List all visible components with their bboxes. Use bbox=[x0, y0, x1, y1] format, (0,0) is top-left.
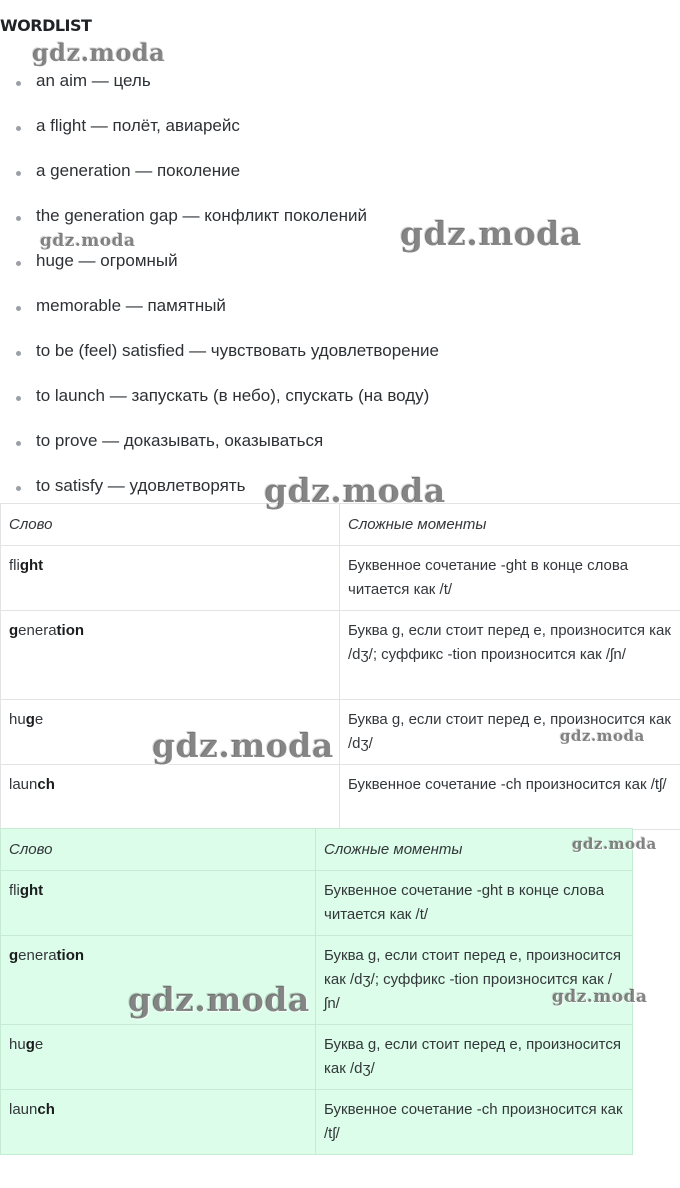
table-row bbox=[1, 1090, 633, 1155]
pronunciation-table bbox=[0, 503, 680, 830]
word-cell bbox=[1, 611, 340, 700]
list-item bbox=[0, 372, 680, 417]
note-cell: Буквенное сочетание -ch произносится как /tʃ/ bbox=[340, 765, 680, 830]
bullet-icon bbox=[16, 171, 21, 176]
list-item-text: an aim — цель bbox=[36, 71, 151, 90]
word-cell bbox=[1, 546, 340, 611]
word-part: e bbox=[34, 1036, 44, 1053]
word-highlight: g bbox=[25, 711, 35, 728]
note-cell: Буквенное сочетание -ch произносится как /tʃ/ bbox=[316, 1090, 633, 1155]
word-highlight: ght bbox=[19, 882, 44, 899]
word-highlight: ch bbox=[37, 1101, 55, 1118]
table-row bbox=[1, 871, 633, 936]
list-item bbox=[0, 327, 680, 372]
watermark: gdz.moda bbox=[400, 214, 582, 253]
bullet-icon bbox=[16, 486, 21, 491]
bullet-icon bbox=[16, 306, 21, 311]
word-part: hu bbox=[9, 711, 26, 728]
word-highlight: ch bbox=[37, 776, 55, 793]
bullet-icon bbox=[16, 396, 21, 401]
bullet-icon bbox=[16, 126, 21, 131]
list-item bbox=[0, 417, 680, 462]
table-row bbox=[1, 1025, 633, 1090]
table-row bbox=[1, 611, 680, 700]
note-cell: Буква g, если стоит перед e, произносится как /dʒ/ bbox=[316, 1025, 633, 1090]
list-item bbox=[0, 462, 680, 507]
list-item bbox=[0, 237, 680, 282]
note-cell: Буква g, если стоит перед e, произносится как /dʒ/; суффикс -tion произносится как /ʃn/ bbox=[316, 936, 633, 1025]
watermark: gdz.moda bbox=[264, 471, 446, 510]
list-item bbox=[0, 102, 680, 147]
pronunciation-table-highlighted bbox=[0, 828, 633, 1155]
word-cell bbox=[1, 700, 340, 765]
word-highlight: g bbox=[9, 622, 19, 639]
word-cell bbox=[1, 1025, 316, 1090]
word-highlight: g bbox=[25, 1036, 35, 1053]
watermark: gdz.moda bbox=[552, 987, 648, 1007]
list-item-text: huge — огромный bbox=[36, 251, 178, 270]
list-item bbox=[0, 57, 680, 102]
word-cell bbox=[1, 765, 340, 830]
word-highlight: g bbox=[9, 947, 19, 964]
watermark: gdz.moda bbox=[152, 726, 334, 765]
table-row bbox=[1, 765, 680, 830]
bullet-icon bbox=[16, 441, 21, 446]
wordlist-heading: WORDLIST bbox=[0, 16, 92, 35]
header-cell-notes: Сложные моменты bbox=[316, 829, 633, 871]
list-item bbox=[0, 192, 680, 237]
word-part: fli bbox=[9, 557, 20, 574]
list-item-text: a flight — полёт, авиарейс bbox=[36, 116, 240, 135]
word-highlight: tion bbox=[56, 947, 85, 964]
list-item-text: to be (feel) satisfied — чувствовать удовлетворение bbox=[36, 341, 439, 360]
list-item bbox=[0, 282, 680, 327]
watermark: gdz.moda bbox=[32, 38, 166, 67]
header-cell-word: Слово bbox=[1, 504, 340, 546]
watermark: gdz.moda bbox=[560, 727, 645, 745]
header-cell-word: Слово bbox=[1, 829, 316, 871]
watermark: gdz.moda bbox=[40, 231, 136, 251]
word-highlight: tion bbox=[56, 622, 85, 639]
bullet-icon bbox=[16, 351, 21, 356]
note-cell: Буквенное сочетание -ght в конце слова читается как /t/ bbox=[316, 871, 633, 936]
note-cell: Буквенное сочетание -ght в конце слова читается как /t/ bbox=[340, 546, 680, 611]
table-row bbox=[1, 546, 680, 611]
table-header-row bbox=[1, 829, 633, 871]
list-item-text: to satisfy — удовлетворять bbox=[36, 476, 246, 495]
word-part: fli bbox=[9, 882, 20, 899]
watermark: gdz.moda bbox=[128, 980, 310, 1019]
word-part: hu bbox=[9, 1036, 26, 1053]
word-part: enera bbox=[18, 622, 57, 639]
table-header-row bbox=[1, 504, 680, 546]
list-item-text: memorable — памятный bbox=[36, 296, 226, 315]
word-part: enera bbox=[18, 947, 57, 964]
word-cell bbox=[1, 871, 316, 936]
table-row bbox=[1, 936, 633, 1025]
list-item bbox=[0, 147, 680, 192]
note-cell: Буква g, если стоит перед e, произносится как /dʒ/ bbox=[340, 700, 680, 765]
word-highlight: ght bbox=[19, 557, 44, 574]
wordlist bbox=[0, 57, 680, 507]
list-item-text: the generation gap — конфликт поколений bbox=[36, 206, 367, 225]
word-cell bbox=[1, 936, 316, 1025]
list-item-text: to launch — запускать (в небо), спускать (на воду) bbox=[36, 386, 430, 405]
bullet-icon bbox=[16, 81, 21, 86]
header-cell-notes: Сложные моменты bbox=[340, 504, 680, 546]
word-part: laun bbox=[9, 776, 38, 793]
list-item-text: a generation — поколение bbox=[36, 161, 241, 180]
word-part: laun bbox=[9, 1101, 38, 1118]
word-part: e bbox=[34, 711, 44, 728]
bullet-icon bbox=[16, 261, 21, 266]
bullet-icon bbox=[16, 216, 21, 221]
word-cell bbox=[1, 1090, 316, 1155]
list-item-text: to prove — доказывать, оказываться bbox=[36, 431, 324, 450]
table-row bbox=[1, 700, 680, 765]
watermark: gdz.moda bbox=[572, 835, 657, 853]
note-cell: Буква g, если стоит перед e, произносится как /dʒ/; суффикс -tion произносится как /ʃn/ bbox=[340, 611, 680, 700]
